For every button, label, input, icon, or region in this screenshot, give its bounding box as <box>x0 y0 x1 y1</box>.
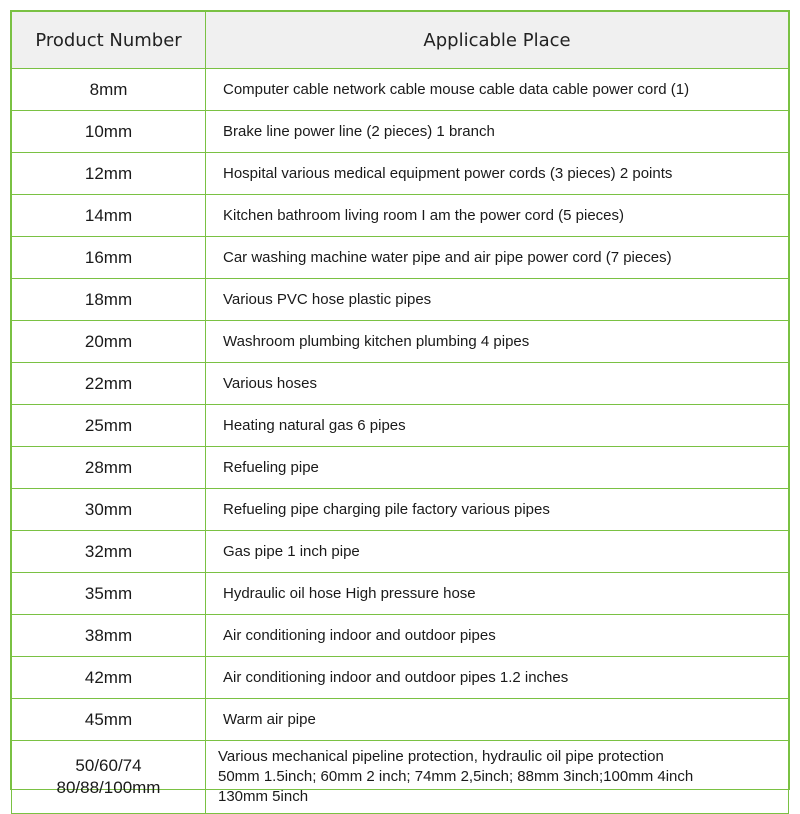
product-number-cell: 16mm <box>12 237 206 279</box>
table-row <box>12 237 789 279</box>
table-row <box>12 321 789 363</box>
table-row <box>12 279 789 321</box>
product-number-cell: 32mm <box>12 531 206 573</box>
product-number-cell: 22mm <box>12 363 206 405</box>
product-number-cell: 30mm <box>12 489 206 531</box>
applicable-place-cell: Various PVC hose plastic pipes <box>206 279 789 321</box>
product-number-cell: 18mm <box>12 279 206 321</box>
applicable-place-cell: Refueling pipe charging pile factory various pipes <box>206 489 789 531</box>
product-number-cell: 8mm <box>12 69 206 111</box>
table-row <box>12 531 789 573</box>
applicable-place-cell: Brake line power line (2 pieces) 1 branch <box>206 111 789 153</box>
table-row-last <box>12 741 789 814</box>
product-number-cell: 45mm <box>12 699 206 741</box>
spec-table-frame <box>10 10 790 805</box>
table-row <box>12 153 789 195</box>
product-number-line: 80/88/100mm <box>56 778 161 797</box>
table-header-row <box>12 12 789 69</box>
header-applicable-place: Applicable Place <box>206 12 789 69</box>
table-row <box>12 573 789 615</box>
applicable-place-cell: Car washing machine water pipe and air pipe power cord (7 pieces) <box>206 237 789 279</box>
applicable-place-cell: Air conditioning indoor and outdoor pipes <box>206 615 789 657</box>
applicable-place-line: 50mm 1.5inch; 60mm 2 inch; 74mm 2,5inch; 88mm 3inch;100mm 4inch <box>218 768 694 785</box>
applicable-place-cell: Refueling pipe <box>206 447 789 489</box>
product-number-cell: 10mm <box>12 111 206 153</box>
applicable-place-cell: Gas pipe 1 inch pipe <box>206 531 789 573</box>
table-row <box>12 111 789 153</box>
table-row <box>12 69 789 111</box>
applicable-place-cell: Warm air pipe <box>206 699 789 741</box>
spec-table <box>11 11 789 814</box>
table-row <box>12 657 789 699</box>
product-number-cell: 12mm <box>12 153 206 195</box>
applicable-place-cell: Air conditioning indoor and outdoor pipes 1.2 inches <box>206 657 789 699</box>
table-body <box>12 69 789 814</box>
applicable-place-cell: Various hoses <box>206 363 789 405</box>
applicable-place-cell: Heating natural gas 6 pipes <box>206 405 789 447</box>
table-row <box>12 489 789 531</box>
table-row <box>12 195 789 237</box>
product-number-cell: 20mm <box>12 321 206 363</box>
applicable-place-cell: Kitchen bathroom living room I am the power cord (5 pieces) <box>206 195 789 237</box>
product-number-cell <box>12 741 206 814</box>
product-number-cell: 14mm <box>12 195 206 237</box>
table-row <box>12 699 789 741</box>
product-number-cell: 25mm <box>12 405 206 447</box>
applicable-place-cell <box>206 741 789 814</box>
applicable-place-cell: Computer cable network cable mouse cable data cable power cord (1) <box>206 69 789 111</box>
applicable-place-line: 130mm 5inch <box>218 788 309 805</box>
table-row <box>12 405 789 447</box>
table-row <box>12 363 789 405</box>
table-row <box>12 447 789 489</box>
header-product-number: Product Number <box>12 12 206 69</box>
product-number-cell: 28mm <box>12 447 206 489</box>
applicable-place-line: Various mechanical pipeline protection, hydraulic oil pipe protection <box>218 748 664 765</box>
applicable-place-cell: Hydraulic oil hose High pressure hose <box>206 573 789 615</box>
product-number-cell: 42mm <box>12 657 206 699</box>
product-number-cell: 38mm <box>12 615 206 657</box>
applicable-place-cell: Hospital various medical equipment power cords (3 pieces) 2 points <box>206 153 789 195</box>
table-row <box>12 615 789 657</box>
applicable-place-cell: Washroom plumbing kitchen plumbing 4 pipes <box>206 321 789 363</box>
product-number-cell: 35mm <box>12 573 206 615</box>
product-number-line: 50/60/74 <box>75 756 142 775</box>
